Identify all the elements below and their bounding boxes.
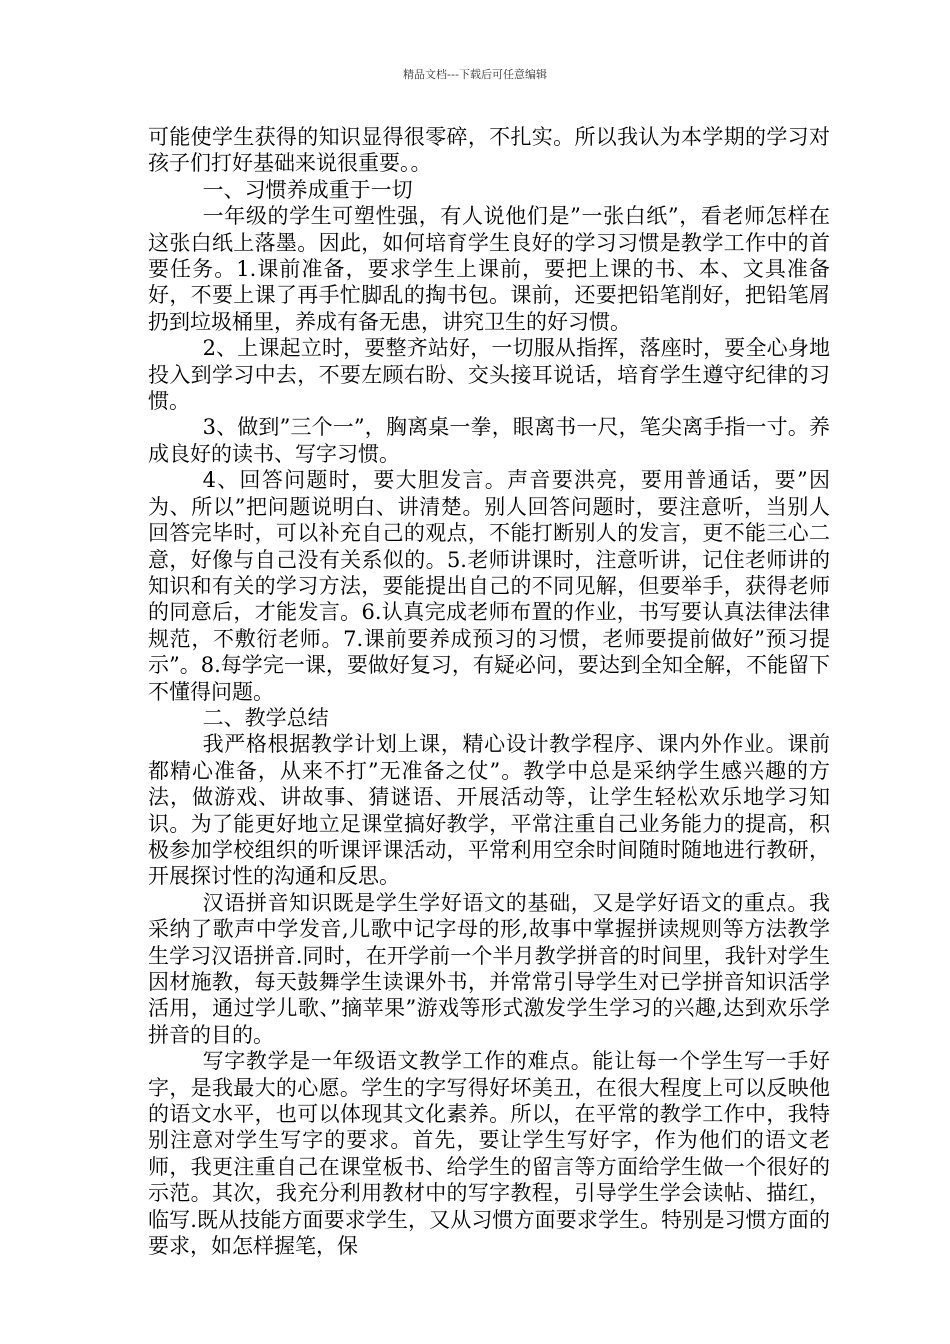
document-body [148, 124, 830, 1259]
paragraph: 我严格根据教学计划上课，精心设计教学程序、课内外作业。课前都精心准备，从来不打”无准备之仗”。教学中总是采纳学生感兴趣的方法，做游戏、讲故事、猜谜语、开展活动等，让学生轻松欢乐地学习知识。为了能更好地立足课堂搞好教学，平常注重自己业务能力的提高，积极参加学校组织的听课评课活动，平常利用空余时间随时随地进行教研，开展探讨性的沟通和反思。 [148, 732, 830, 889]
paragraph: 一年级的学生可塑性强，有人说他们是”一张白纸”，看老师怎样在这张白纸上落墨。因此，如何培育学生良好的学习习惯是教学工作中的首要任务。1.课前准备，要求学生上课前，要把上课的书、本、文具准备好，不要上课了再手忙脚乱的掏书包。课前，还要把铅笔削好，把铅笔屑扔到垃圾桶里，养成有备无患，讲究卫生的好习惯。 [148, 204, 830, 334]
paragraph: 汉语拼音知识既是学生学好语文的基础，又是学好语文的重点。我采纳了歌声中学发音,儿歌中记字母的形,故事中掌握拼读规则等方法教学生学习汉语拼音.同时，在开学前一个半月教学拼音的时间里，我针对学生因材施教，每天鼓舞学生读课外书，并常常引导学生对已学拼音知识活学活用，通过学儿歌、”摘苹果”游戏等形式激发学生学习的兴趣,达到欢乐学拼音的目的。 [148, 890, 830, 1047]
paragraph: 3、做到”三个一”，胸离桌一拳，眼离书一尺，笔尖离手指一寸。养成良好的读书、写字习惯。 [148, 415, 830, 466]
paragraph: 写字教学是一年级语文教学工作的难点。能让每一个学生写一手好字，是我最大的心愿。学生的字写得好坏美丑，在很大程度上可以反映他的语文水平，也可以体现其文化素养。所以，在平常的教学工作中，我特别注意对学生写字的要求。首先，要让学生写好字，作为他们的语文老师，我更注重自己在课堂板书、给学生的留言等方面给学生做一个很好的示范。其次，我充分利用教材中的写字教程，引导学生学会读帖、描红，临写.既从技能方面要求学生，又从习惯方面要求学生。特别是习惯方面的要求，如怎样握笔，保 [148, 1049, 830, 1259]
section-heading-teaching-summary: 二、教学总结 [202, 705, 329, 730]
page-header: 精品文档---下载后可任意编辑 [403, 68, 547, 81]
paragraph: 2、上课起立时，要整齐站好，一切服从指挥，落座时，要全心身地投入到学习中去，不要左顾右盼、交头接耳说话，培育学生遵守纪律的习惯。 [148, 336, 830, 414]
paragraph-continuation: 可能使学生获得的知识显得很零碎，不扎实。所以我认为本学期的学习对孩子们打好基础来说很重要。。 [148, 125, 830, 176]
paragraph: 4、回答问题时，要大胆发言。声音要洪亮，要用普通话，要”因为、所以”把问题说明白、讲清楚。别人回答问题时，要注意听，当别人回答完毕时，可以补充自己的观点，不能打断别人的发言，更不能三心二意，好像与自己没有关系似的。5.老师讲课时，注意听讲，记住老师讲的知识和有关的学习方法，要能提出自己的不同见解，但要举手，获得老师的同意后，才能发言。6.认真完成老师布置的作业，书写要认真法律法律规范，不敷衍老师。7.课前要养成预习的习惯，老师要提前做好”预习提示”。8.每学完一课，要做好复习，有疑必问，要达到全知全解，不能留下不懂得问题。 [148, 468, 830, 704]
section-heading-habits: 一、习惯养成重于一切 [202, 177, 413, 202]
